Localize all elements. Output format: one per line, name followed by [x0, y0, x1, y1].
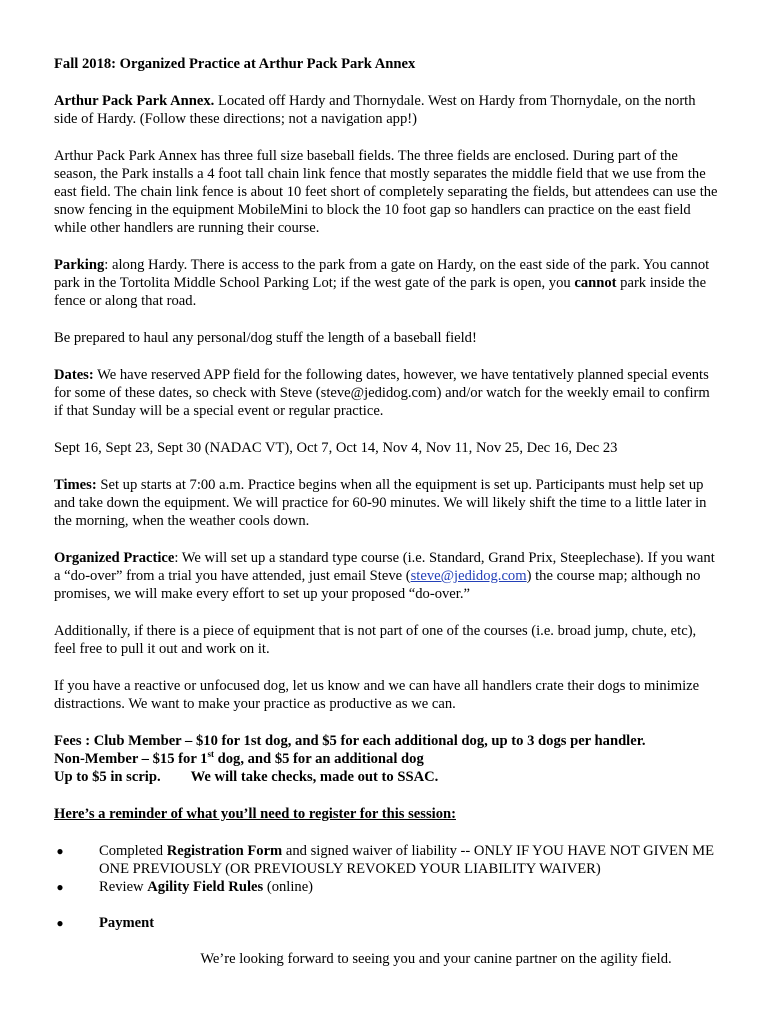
times-label: Times: [54, 477, 97, 493]
parking-text-before: : along Hardy. There is access to the park from a gate on Hardy, on the east side of the park. You cannot park in the Tortolita Middle School Parking Lot; if the west gate of the park is open, you [54, 257, 710, 291]
bullet-icon: ● [56, 844, 64, 858]
checklist-item-text: (online) [263, 879, 314, 895]
checklist-item-text: and signed waiver of liability -- ONLY IF YOU HAVE NOT GIVEN ME ONE PREVIOUSLY (OR PREVIOUSLY REVOKED YOUR LIABILITY WAIVER) [99, 843, 715, 877]
bullet-icon: ● [56, 880, 64, 894]
dates-paragraph [54, 366, 718, 420]
fees-line-club: Fees : Club Member – $10 for 1st dog, and $5 for each additional dog, up to 3 dogs per handler. [54, 733, 646, 749]
fees-block [54, 732, 718, 786]
checklist-item-registration-form [54, 842, 718, 878]
fees-nonmember-after: dog, and $5 for an additional dog [213, 751, 424, 767]
fees-scrip: Up to $5 in scrip. [54, 769, 161, 785]
haul-note: Be prepared to haul any personal/dog stuff the length of a baseball field! [54, 330, 477, 346]
location-text: Located off Hardy and Thornydale. West on Hardy from Thornydale, on the north side of Hardy. (Follow these directions; not a navigation app!) [54, 93, 696, 127]
organized-text-after: ) the course map; although no promises, we will make every effort to set up your proposed “do-over.” [54, 568, 701, 602]
checklist-item-text: Completed [99, 843, 167, 859]
dates-label: Dates: [54, 367, 94, 383]
checklist-item-text: Review [99, 879, 148, 895]
parking-text-after: park inside the fence or along that road. [54, 275, 707, 309]
reminder-heading: Here’s a reminder of what you’ll need to register for this session: [54, 806, 456, 822]
fees-line-nonmember [54, 750, 718, 768]
fees-checks: We will take checks, made out to SSAC. [190, 769, 439, 785]
fees-nonmember-before: Non-Member – $15 for 1 [54, 751, 208, 767]
closing-line: We’re looking forward to seeing you and your canine partner on the agility field. [200, 951, 672, 967]
parking-emphasis: cannot [574, 275, 617, 291]
fields-paragraph: Arthur Pack Park Annex has three full size baseball fields. The three fields are enclosed. During part of the season, the Park installs a 4 foot tall chain link fence that mostly separates the middle field that we use from the east field. The chain link fence is about 10 feet short of completely separating the fields, but attendees can use the snow fencing in the equipment MobileMini to block the 10 foot gap so handlers can practice on the east field while other handlers are running their course. [54, 148, 718, 236]
location-heading: Arthur Pack Park Annex. [54, 93, 215, 109]
organized-practice-paragraph [54, 549, 718, 603]
payment-label: Payment [99, 915, 155, 931]
organized-text-before: : We will set up a standard type course (i.e. Standard, Grand Prix, Steeplechase). If you want a “do-over” from a trial you have attended, just email Steve ( [54, 550, 715, 584]
reactive-dog-note: If you have a reactive or unfocused dog, let us know and we can have all handlers crate their dogs to minimize distractions. We want to make your practice as productive as we can. [54, 678, 700, 712]
equipment-note: Additionally, if there is a piece of equipment that is not part of one of the courses (i.e. broad jump, chute, etc), feel free to pull it out and work on it. [54, 623, 697, 657]
registration-form-label: Registration Form [166, 843, 283, 859]
field-rules-label: Agility Field Rules [147, 879, 264, 895]
organized-practice-label: Organized Practice [54, 550, 175, 566]
email-link[interactable]: steve@jedidog.com [410, 568, 527, 584]
registration-checklist [54, 842, 718, 932]
checklist-item-payment [54, 914, 718, 932]
dates-list: Sept 16, Sept 23, Sept 30 (NADAC VT), Oct 7, Oct 14, Nov 4, Nov 11, Nov 25, Dec 16, Dec 23 [54, 440, 618, 456]
document-title: Fall 2018: Organized Practice at Arthur Pack Park Annex [54, 56, 416, 72]
fees-superscript: st [207, 749, 214, 760]
dates-text: We have reserved APP field for the following dates, however, we have tentatively planned special events for some of these dates, so check with Steve (steve@jedidog.com) and/or watch for the weekly email to confirm if that Sunday will be a special event or regular practice. [54, 367, 710, 419]
checklist-item-field-rules [54, 878, 718, 896]
times-text: Set up starts at 7:00 a.m. Practice begins when all the equipment is set up. Participants must help set up and take down the equipment. We will practice for 60-90 minutes. We will likely shift the time to a little later in the morning, when the weather cools down. [54, 477, 707, 529]
times-paragraph [54, 476, 718, 530]
parking-label: Parking [54, 257, 105, 273]
bullet-icon: ● [56, 916, 64, 930]
fees-line-scrip [54, 768, 718, 786]
location-paragraph [54, 92, 718, 128]
parking-paragraph [54, 256, 718, 310]
